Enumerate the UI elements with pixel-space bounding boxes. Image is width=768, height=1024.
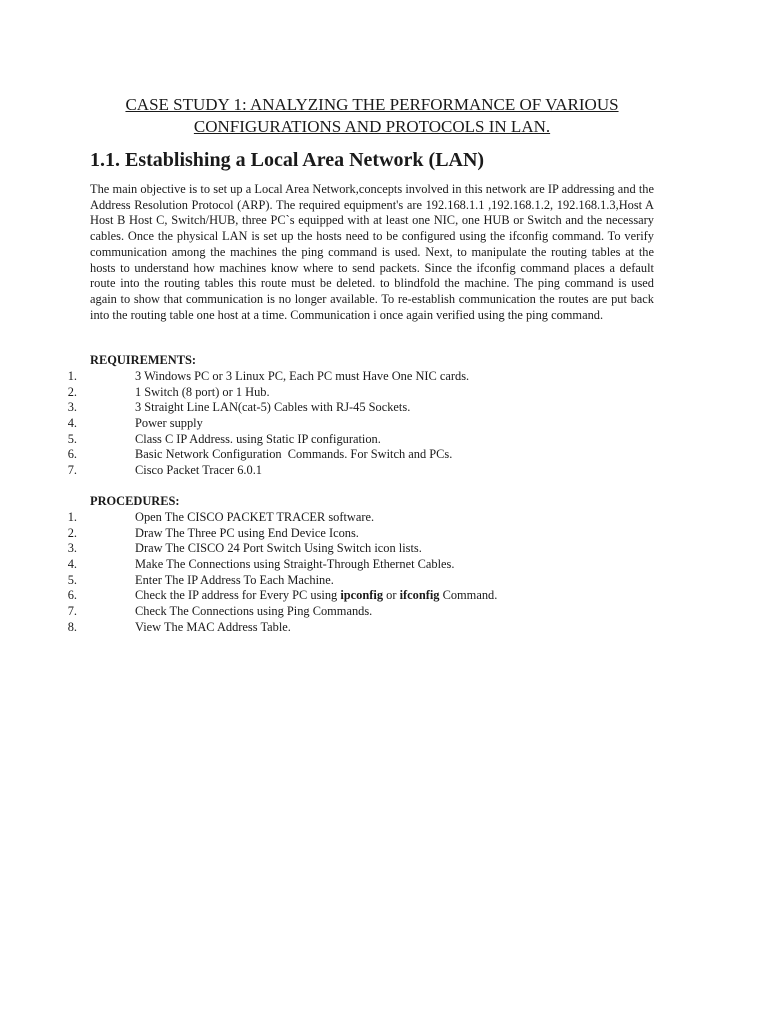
list-item <box>0 557 768 573</box>
list-item <box>0 369 768 385</box>
item-text <box>135 588 497 604</box>
list-item <box>0 588 768 604</box>
list-item <box>0 447 768 463</box>
item-text-part: Check the IP address for Every PC using <box>135 588 341 603</box>
item-text: 3 Windows PC or 3 Linux PC, Each PC must Have One NIC cards. <box>135 369 470 383</box>
list-item <box>0 620 768 636</box>
ifconfig-command: ifconfig <box>399 588 440 603</box>
item-text: Draw The CISCO 24 Port Switch Using Switch icon lists. <box>135 541 422 556</box>
list-item <box>0 400 768 416</box>
item-number: 2. <box>67 384 77 399</box>
ipconfig-command: ipconfig <box>340 588 384 603</box>
list-item <box>0 573 768 589</box>
item-number: 4. <box>67 557 77 572</box>
item-number: 3. <box>67 541 77 556</box>
requirements-list <box>0 369 768 479</box>
requirements-heading: REQUIREMENTS: <box>90 353 197 367</box>
item-text: Enter The IP Address To Each Machine. <box>135 572 334 587</box>
list-item <box>0 432 768 448</box>
item-text-part: or <box>383 588 400 603</box>
item-text: Draw The Three PC using End Device Icons. <box>135 525 359 540</box>
procedures-list <box>0 510 768 636</box>
item-number: 8. <box>67 619 77 634</box>
item-text: 3 Straight Line LAN(cat-5) Cables with RJ-45 Sockets. <box>135 400 411 415</box>
list-item <box>0 510 768 526</box>
list-item <box>0 416 768 432</box>
item-number: 1. <box>67 510 77 524</box>
list-item <box>0 463 768 479</box>
item-text: Basic Network Configuration Commands. For Switch and PCs. <box>135 447 453 462</box>
item-number: 2. <box>67 525 77 540</box>
section-heading: 1.1. Establishing a Local Area Network (LAN) <box>90 149 485 171</box>
item-number: 6. <box>67 447 77 462</box>
item-number: 4. <box>67 416 77 431</box>
item-number: 5. <box>67 431 77 446</box>
item-number: 7. <box>67 604 77 619</box>
item-number: 1. <box>67 369 77 383</box>
item-text: Power supply <box>135 416 203 431</box>
item-number: 6. <box>67 588 77 603</box>
item-text: 1 Switch (8 port) or 1 Hub. <box>135 384 270 399</box>
intro-paragraph: The main objective is to set up a Local Area Network,concepts involved in this network are IP addressing and the Address Resolution Protocol (ARP). The required equipment's are 192.168.1.1 ,192.168.1.2, 192.168.1.3,Host A Host B Host C, Switch/HUB, three PC`s equipped with at least one NIC, one HUB or Switch and the necessary cables. Once the physical LAN is set up the hosts need to be configured using the ifconfig command. To verify communication among the machines the ping command is used. Next, to manipulate the routing tables at the hosts to understand how machines know where to send packets. Since the ifconfig command places a default route into the routing tables this route must be deleted. to blindfold the machine. The ping command is used again to show that communication is no longer available. To re-establish communication the routes are put back into the routing table one host at a time. Communication i once again verified using the ping command. <box>90 182 654 322</box>
procedures-heading: PROCEDURES: <box>90 494 180 508</box>
list-item <box>0 541 768 557</box>
list-item <box>0 526 768 542</box>
item-number: 5. <box>67 572 77 587</box>
list-item <box>0 385 768 401</box>
item-text: Check The Connections using Ping Commands. <box>135 604 373 619</box>
item-number: 7. <box>67 463 77 478</box>
item-text: View The MAC Address Table. <box>135 619 291 634</box>
item-text-part: Command. <box>439 588 498 603</box>
list-item <box>0 604 768 620</box>
item-number: 3. <box>67 400 77 415</box>
item-text: Class C IP Address. using Static IP configuration. <box>135 431 381 446</box>
item-text: Cisco Packet Tracer 6.0.1 <box>135 463 262 478</box>
item-text: Open The CISCO PACKET TRACER software. <box>135 510 375 524</box>
document-title: CASE STUDY 1: ANALYZING THE PERFORMANCE OF VARIOUS CONFIGURATIONS AND PROTOCOLS IN LAN. <box>125 95 619 136</box>
item-text: Make The Connections using Straight-Through Ethernet Cables. <box>135 557 455 572</box>
